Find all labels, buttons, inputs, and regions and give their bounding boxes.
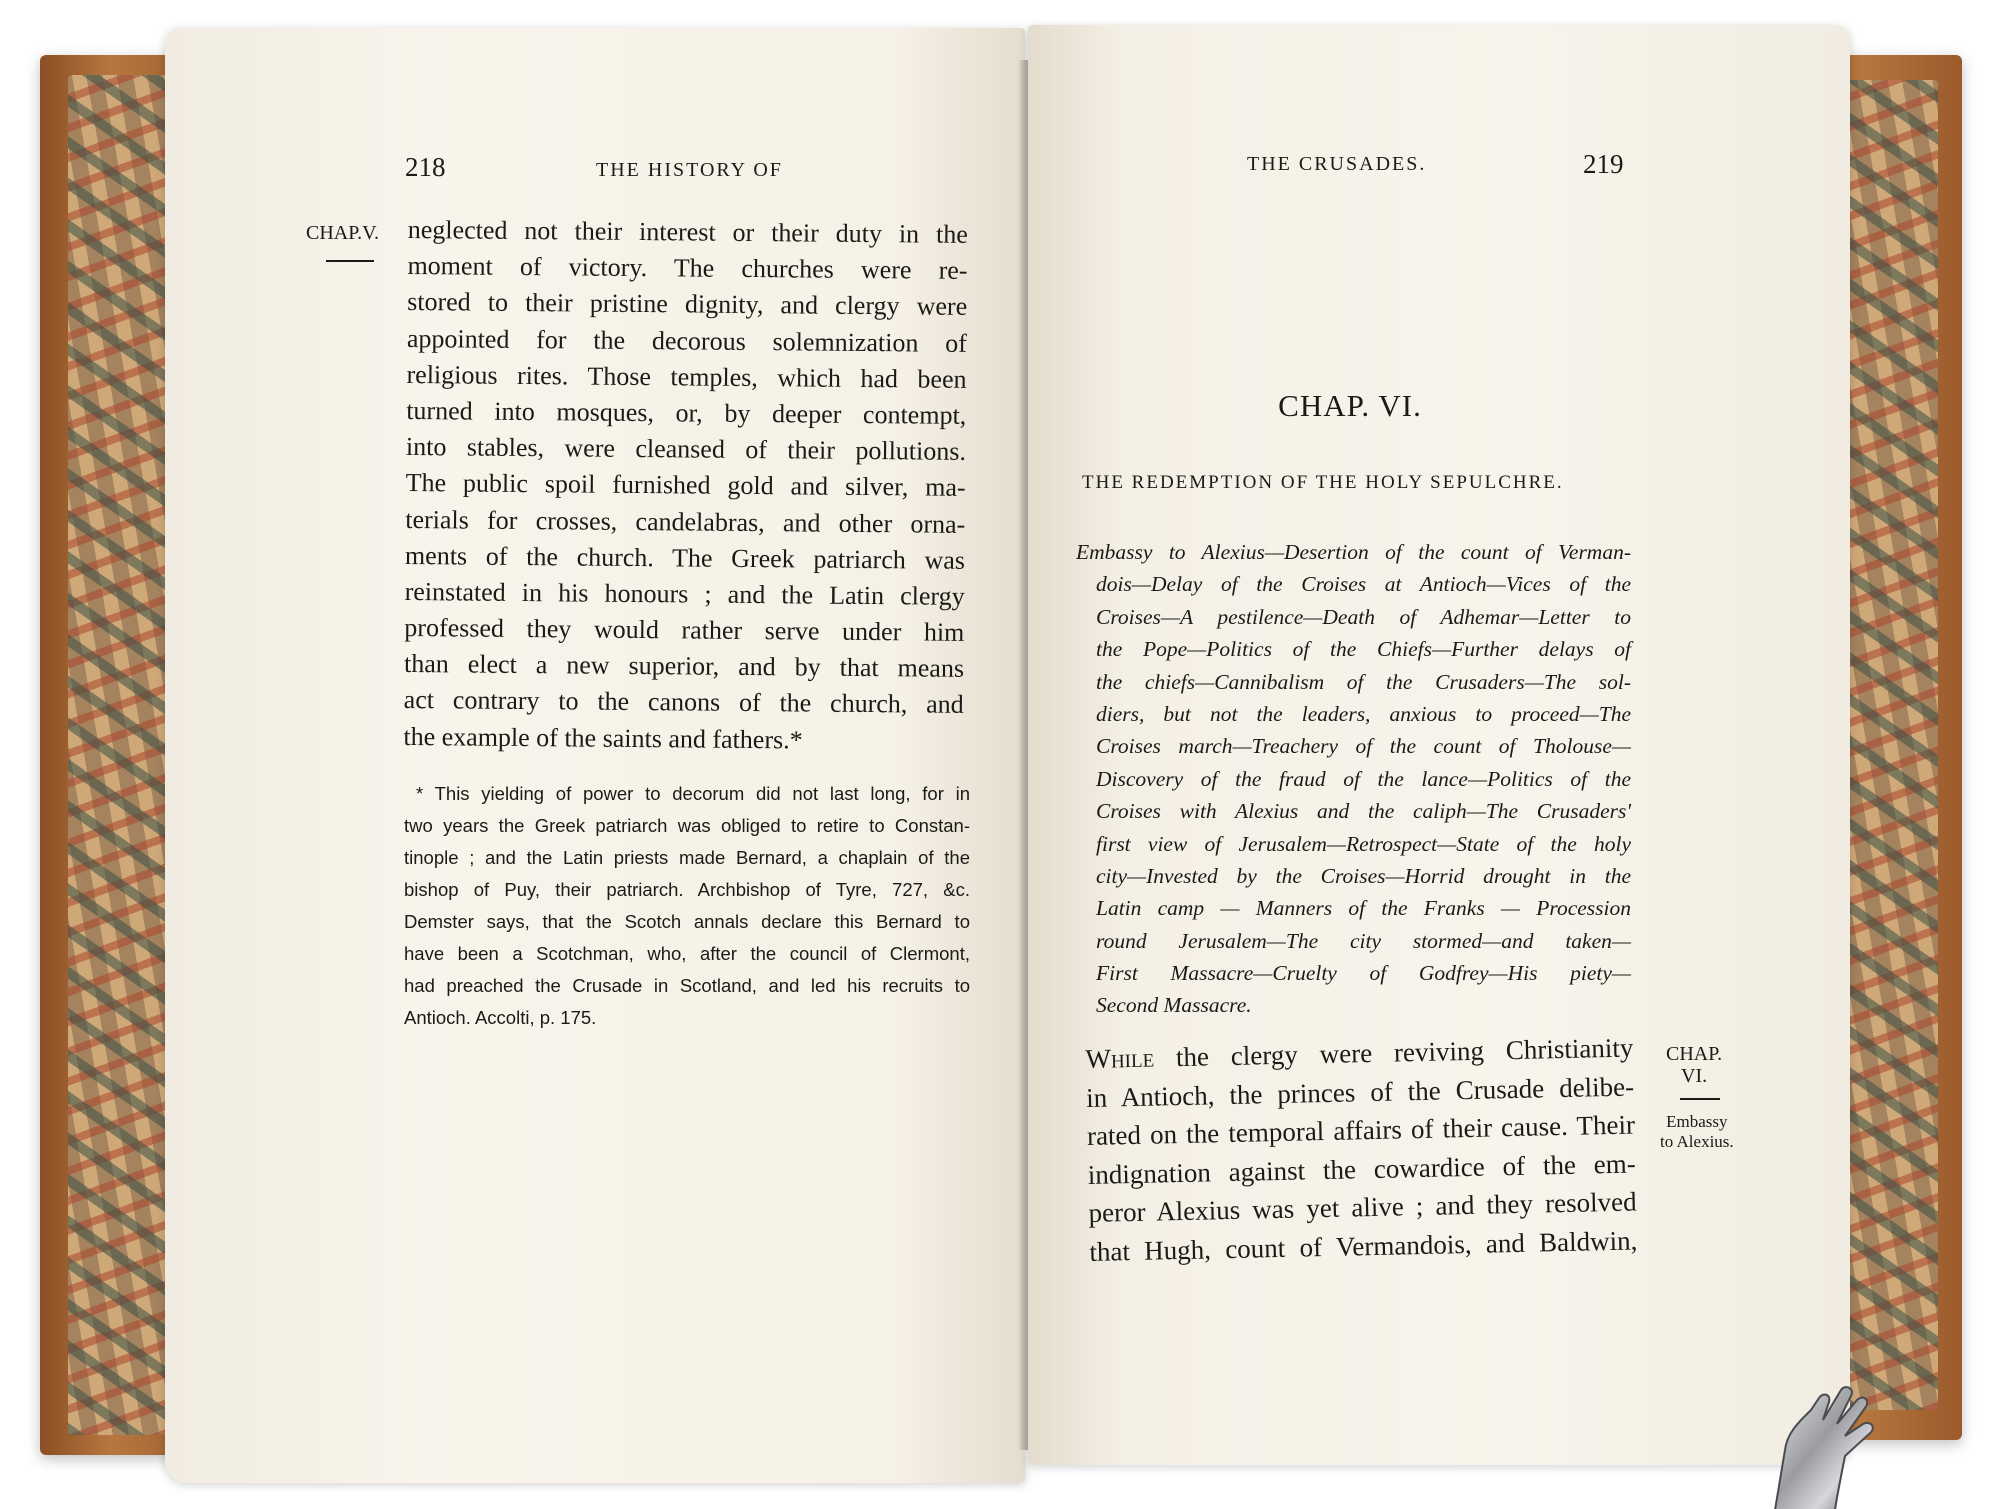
left-margin-rule	[326, 260, 374, 262]
summary-line: round Jerusalem—The city stormed—and taken—	[1096, 928, 1631, 953]
left-marbled-edge	[68, 75, 173, 1435]
footnote-line: Demster says, that the Scotch annals declare this Bernard to	[404, 911, 970, 932]
body-line: the example of the saints and fathers.*	[403, 721, 803, 755]
body-line: The public spoil furnished gold and silver, ma-	[405, 468, 966, 503]
body-line: terials for crosses, candelabras, and other orna-	[405, 504, 966, 539]
summary-line: Croises—A pestilence—Death of Adhemar—Letter to	[1096, 604, 1631, 629]
body-line: act contrary to the canons of the church, and	[403, 685, 964, 720]
body-line: moment of victory. The churches were re-	[407, 251, 968, 286]
left-folio: 218	[405, 152, 446, 182]
chapter-subtitle: THE REDEMPTION OF THE HOLY SEPULCHRE.	[1082, 472, 1564, 493]
footnote-line: Antioch. Accolti, p. 175.	[404, 1007, 597, 1028]
footnote-line: * This yielding of power to decorum did not last long, for in	[416, 783, 970, 804]
footnote-line: tinople ; and the Latin priests made Bernard, a chaplain of the	[404, 847, 970, 868]
body-line: peror Alexius was yet alive ; and they resolved	[1088, 1186, 1637, 1228]
first-line-rest: the clergy were reviving Christianity	[1153, 1032, 1634, 1073]
summary-line: Latin camp — Manners of the Franks — Procession	[1096, 896, 1631, 921]
body-line: in Antioch, the princes of the Crusade delibe-	[1085, 1071, 1635, 1113]
body-line: stored to their pristine dignity, and clergy were	[407, 287, 968, 322]
summary-line: Croises march—Treachery of the count of Tholouse—	[1096, 734, 1631, 759]
body-line: into stables, were cleansed of their pollutions.	[405, 432, 967, 467]
body-line: ments of the church. The Greek patriarch was	[404, 540, 966, 575]
body-line: professed they would rather serve under him	[404, 613, 965, 647]
footnote-line: had preached the Crusade in Scotland, and led his recruits to	[404, 975, 970, 996]
right-folio: 219	[1583, 149, 1624, 179]
summary-line: Second Massacre.	[1096, 993, 1252, 1018]
right-body-text	[1085, 1029, 1638, 1271]
body-line: religious rites. Those temples, which had been	[406, 359, 967, 394]
body-line: rated on the temporal affairs of their cause. Their	[1086, 1109, 1636, 1151]
left-body-text	[403, 212, 968, 760]
body-line: neglected not their interest or their duty in the	[407, 214, 968, 249]
right-marbled-edge	[1848, 80, 1938, 1410]
body-line: appointed for the decorous solemnization of	[406, 323, 968, 358]
summary-line: Croises with Alexius and the caliph—The Crusaders'	[1096, 799, 1631, 824]
body-line: than elect a new superior, and by that means	[403, 649, 965, 684]
summary-line: the Pope—Politics of the Chiefs—Further delays of	[1096, 637, 1631, 662]
side-note-topic-line1: Embassy	[1666, 1112, 1728, 1131]
left-margin-chapter-note: CHAP.V.	[306, 222, 379, 244]
metal-hand-page-weight	[1745, 1380, 1905, 1509]
left-running-head: THE HISTORY OF	[596, 159, 783, 181]
right-margin-topic-note	[1660, 1112, 1734, 1152]
side-note-chap: CHAP.	[1666, 1043, 1723, 1065]
body-line: indignation against the cowardice of the em-	[1087, 1147, 1637, 1190]
summary-line: first view of Jerusalem—Retrospect—State of the holy	[1096, 831, 1631, 856]
body-line: that Hugh, count of Vermandois, and Baldwin,	[1089, 1224, 1638, 1267]
body-line: turned into mosques, or, by deeper contempt,	[406, 395, 967, 430]
chapter-title: CHAP. VI.	[1278, 388, 1422, 423]
footnote-line: bishop of Puy, their patriarch. Archbishop of Tyre, 727, &c.	[404, 879, 970, 900]
footnote-line: have been a Scotchman, who, after the council of Clermont,	[404, 943, 970, 964]
summary-line: diers, but not the leaders, anxious to proceed—The	[1096, 701, 1631, 726]
body-line: reinstated in his honours ; and the Latin clergy	[404, 576, 965, 611]
summary-line: city—Invested by the Croises—Horrid drought in the	[1096, 863, 1631, 888]
summary-line: dois—Delay of the Croises at Antioch—Vices of the	[1096, 572, 1631, 597]
right-margin-chapter-note	[1666, 1043, 1722, 1087]
opening-word: While	[1085, 1042, 1155, 1074]
left-footnote	[404, 778, 970, 1034]
summary-line: Embassy to Alexius—Desertion of the count of Verman-	[1076, 540, 1631, 564]
right-running-head: THE CRUSADES.	[1247, 153, 1427, 175]
right-margin-rule	[1680, 1098, 1720, 1100]
side-note-topic-line2: to Alexius.	[1660, 1132, 1734, 1151]
summary-line: Discovery of the fraud of the lance—Politics of the	[1096, 766, 1631, 791]
side-note-chap-number: VI.	[1681, 1065, 1708, 1087]
chapter-summary	[1076, 536, 1631, 1022]
footnote-line: two years the Greek patriarch was obliged to retire to Constan-	[404, 815, 970, 836]
summary-line: the chiefs—Cannibalism of the Crusaders—The sol-	[1096, 669, 1631, 694]
summary-line: First Massacre—Cruelty of Godfrey—His piety—	[1096, 961, 1631, 986]
